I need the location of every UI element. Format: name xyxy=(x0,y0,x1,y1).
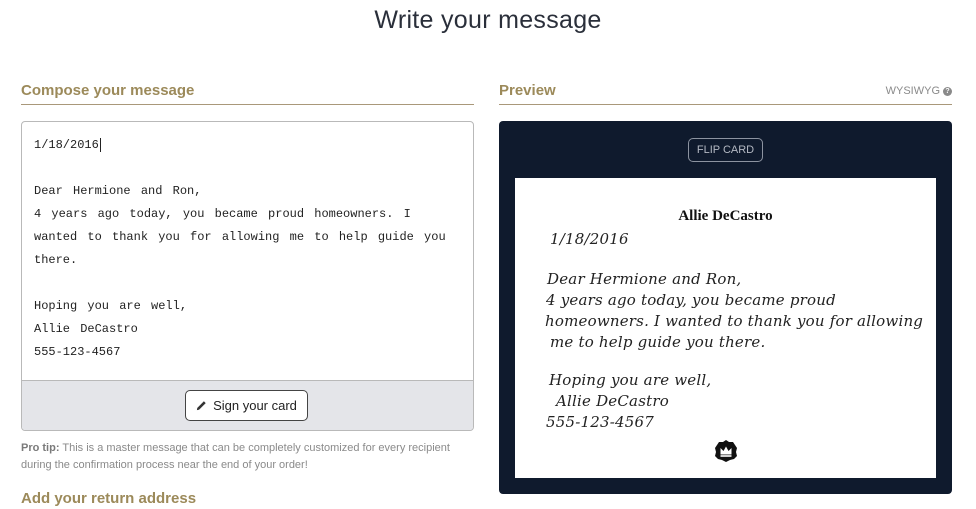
message-line: Dear Hermione and Ron, xyxy=(34,184,202,198)
message-line: wanted to thank you for allowing me to help guide you xyxy=(34,230,446,244)
handwriting-line: me to help guide you there. xyxy=(550,333,766,351)
compose-box xyxy=(21,121,474,431)
compose-section-header xyxy=(21,82,474,105)
pencil-icon xyxy=(196,400,207,411)
help-icon[interactable]: ? xyxy=(943,87,952,96)
page-title: Write your message xyxy=(374,6,602,34)
handwriting-line: homeowners. I wanted to thank you for allowing xyxy=(545,312,924,330)
handwriting-line: Hoping you are well, xyxy=(549,371,712,389)
preview-panel xyxy=(499,121,952,494)
message-line: Allie DeCastro xyxy=(34,322,138,336)
sign-card-label: Sign your card xyxy=(213,398,297,413)
flip-card-button[interactable]: FLIP CARD xyxy=(688,138,763,162)
compose-footer xyxy=(22,380,473,431)
crown-icon xyxy=(714,439,738,463)
pro-tip-label: Pro tip: xyxy=(21,442,60,454)
preview-heading: Preview xyxy=(499,82,556,99)
pro-tip xyxy=(21,440,476,474)
wysiwyg-help[interactable] xyxy=(886,85,952,97)
preview-section-header xyxy=(499,82,952,105)
message-line: 1/18/2016 xyxy=(34,138,99,152)
handwriting-date: 1/18/2016 xyxy=(550,230,629,248)
handwriting-line: 4 years ago today, you became proud xyxy=(546,291,836,309)
message-line: Hoping you are well, xyxy=(34,299,188,313)
handwriting-line: 555-123-4567 xyxy=(546,413,654,431)
message-line xyxy=(34,157,461,180)
text-caret xyxy=(100,138,101,152)
handwriting-line: Dear Hermione and Ron, xyxy=(547,270,742,288)
wysiwyg-label: WYSIWYG xyxy=(885,85,940,97)
compose-heading: Compose your message xyxy=(21,82,195,99)
handwriting-line: Allie DeCastro xyxy=(556,392,669,410)
message-textarea[interactable] xyxy=(22,122,473,380)
sign-card-button[interactable] xyxy=(185,390,308,421)
card-preview xyxy=(515,178,936,478)
return-address-heading: Add your return address xyxy=(21,490,197,507)
message-line: there. xyxy=(34,253,78,267)
card-sender-name: Allie DeCastro xyxy=(678,208,773,224)
message-line xyxy=(34,272,461,295)
message-line: 4 years ago today, you became proud homeowners. I xyxy=(34,207,411,221)
pro-tip-text: This is a master message that can be completely customized for every recipient during the confirmation process near the end of your order! xyxy=(21,442,450,471)
message-line: 555-123-4567 xyxy=(34,345,121,359)
